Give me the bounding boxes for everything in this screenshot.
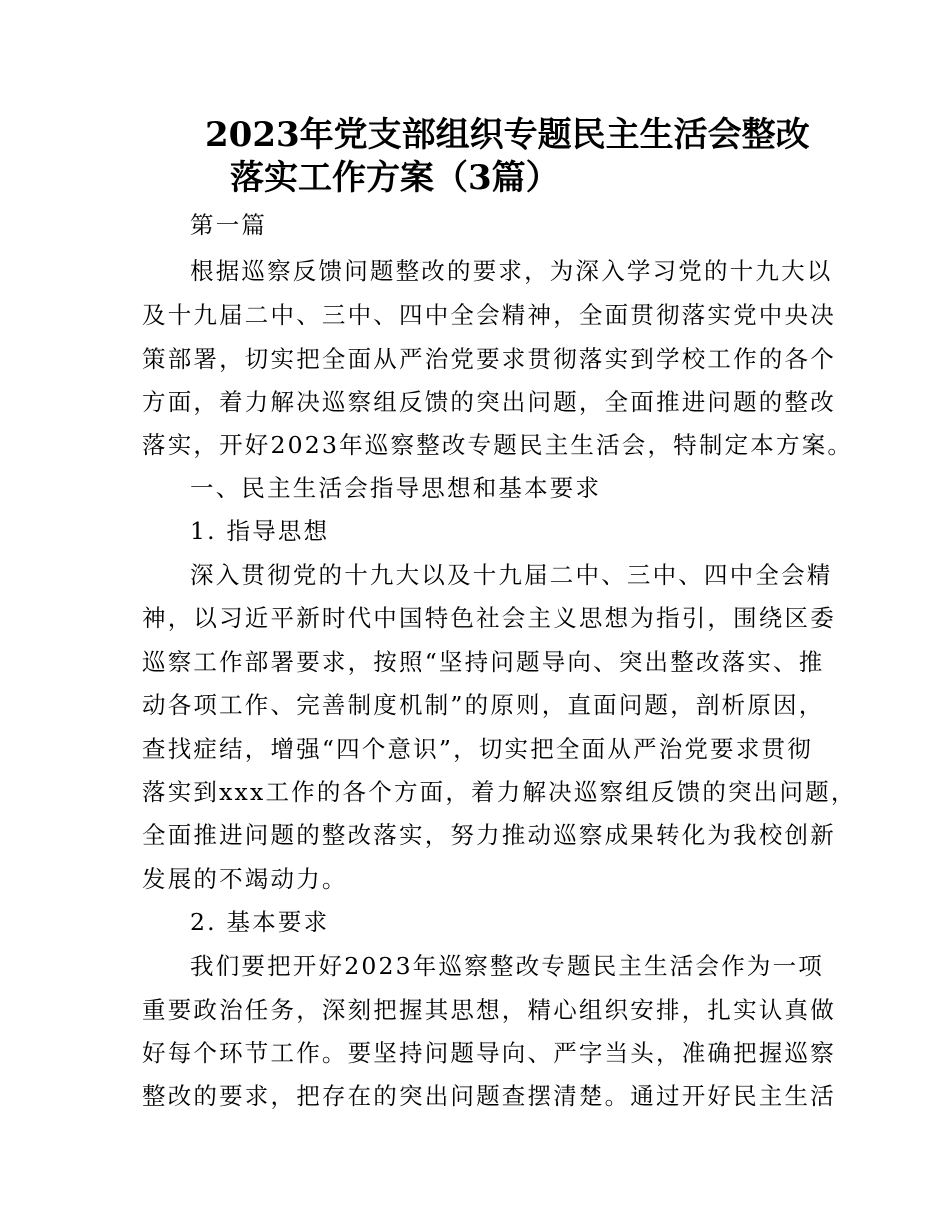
subheading: 一、民主生活会指导思想和基本要求 <box>190 474 602 502</box>
paragraph-line: 重要政治任务，深刻把握其思想，精心组织安排，扎实认真做 <box>142 996 836 1024</box>
paragraph-line: 落实到xxx工作的各个方面，着力解决巡察组反馈的突出问题， <box>142 778 857 806</box>
paragraph-line: 好每个环节工作。要坚持问题导向、严字当头，准确把握巡察 <box>142 1039 836 1067</box>
paragraph-line: 策部署，切实把全面从严治党要求贯彻落实到学校工作的各个 <box>142 345 836 373</box>
paragraph-line: 动各项工作、完善制度机制”的原则，直面问题，剖析原因， <box>142 691 825 719</box>
paragraph-line: 整改的要求，把存在的突出问题查摆清楚。通过开好民主生活 <box>142 1082 836 1110</box>
section-heading: 第一篇 <box>190 211 268 239</box>
document-title-line-2: 落实工作方案（3篇） <box>230 158 560 198</box>
paragraph-line: 我们要把开好2023年巡察整改专题民主生活会作为一项 <box>190 952 825 980</box>
subheading: 2. 基本要求 <box>190 908 330 936</box>
paragraph-line: 发展的不竭动力。 <box>142 865 348 893</box>
paragraph-line: 深入贯彻党的十九大以及十九届二中、三中、四中全会精 <box>190 561 833 589</box>
paragraph-line: 落实，开好2023年巡察整改专题民主生活会，特制定本方案。 <box>142 431 854 459</box>
paragraph-line: 根据巡察反馈问题整改的要求，为深入学习党的十九大以 <box>190 257 833 285</box>
paragraph-line: 查找症结，增强“四个意识”，切实把全面从严治党要求贯彻 <box>142 735 813 763</box>
paragraph-line: 巡察工作部署要求，按照“坚持问题导向、突出整改落实、推 <box>142 648 825 676</box>
subheading: 1. 指导思想 <box>190 517 330 545</box>
paragraph-line: 神，以习近平新时代中国特色社会主义思想为指引，围绕区委 <box>142 604 836 632</box>
paragraph-line: 方面，着力解决巡察组反馈的突出问题，全面推进问题的整改 <box>142 388 836 416</box>
paragraph-line: 全面推进问题的整改落实，努力推动巡察成果转化为我校创新 <box>142 821 836 849</box>
document-title-line-1: 2023年党支部组织专题民主生活会整改 <box>205 115 810 155</box>
paragraph-line: 及十九届二中、三中、四中全会精神，全面贯彻落实党中央决 <box>142 301 836 329</box>
